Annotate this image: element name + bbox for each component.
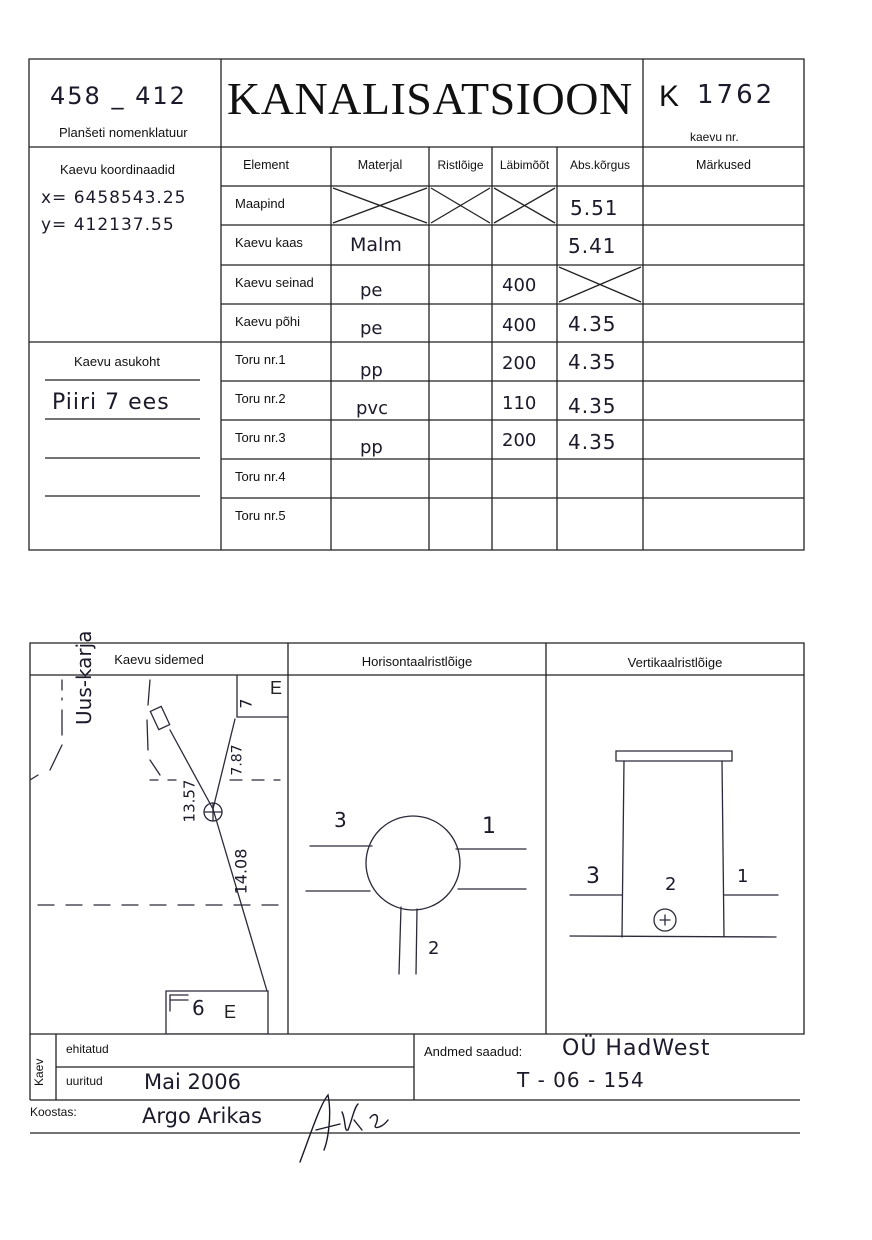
row-label: Toru nr.2 (235, 391, 286, 406)
cell-material: pe (360, 318, 383, 339)
col-header-element: Element (243, 158, 289, 172)
sketch-header-links: Kaevu sidemed (114, 652, 204, 667)
well-number: 1762 (697, 80, 776, 110)
row-label: Toru nr.5 (235, 508, 286, 523)
measured-value: Mai 2006 (144, 1070, 241, 1094)
col-header-material: Materjal (357, 158, 403, 172)
col-header-diameter: Läbimõõt (499, 158, 550, 172)
footer-side-label: Kaev (32, 1058, 46, 1086)
col-header-abs-height: Abs.kõrgus (569, 158, 631, 172)
distance-top: 7.87 (229, 744, 246, 776)
measured-label: uuritud (66, 1074, 103, 1088)
data-from-value: OÜ HadWest (562, 1036, 711, 1061)
nomenclature-label: Planšeti nomenklatuur (59, 125, 188, 140)
vertical-pipe-3: 3 (586, 864, 600, 889)
cell-abs-height: 4.35 (568, 394, 617, 418)
compiled-value: Argo Arikas (142, 1104, 262, 1128)
node-top-e: E (270, 678, 283, 698)
horizontal-pipe-2: 2 (428, 938, 440, 959)
signature (290, 1090, 400, 1170)
cell-abs-height: 4.35 (568, 350, 617, 374)
well-number-label: kaevu nr. (690, 130, 739, 144)
row-label: Kaevu kaas (235, 235, 303, 250)
row-label: Kaevu seinad (235, 275, 314, 290)
cell-diameter: 400 (502, 275, 537, 296)
row-label: Toru nr.3 (235, 430, 286, 445)
sketch-header-vertical: Vertikaalristlõige (627, 655, 723, 670)
row-label: Toru nr.1 (235, 352, 286, 367)
cell-diameter: 110 (502, 393, 537, 414)
cell-abs-height: 4.35 (568, 312, 617, 336)
cell-abs-height: 5.41 (568, 234, 617, 258)
row-label: Kaevu põhi (235, 314, 301, 329)
cell-material: pp (360, 437, 383, 458)
well-prefix: K (659, 80, 680, 113)
cell-material: Malm (350, 234, 402, 256)
built-label: ehitatud (66, 1042, 109, 1056)
node-bottom-number: 6 (192, 996, 205, 1020)
data-from-ref: T - 06 - 154 (517, 1068, 645, 1092)
cell-material: pvc (356, 398, 388, 419)
sketch-header-horizontal: Horisontaalristlõige (361, 654, 473, 669)
coordinates-label: Kaevu koordinaadid (60, 162, 175, 177)
distance-bottom: 14.08 (231, 848, 251, 895)
cell-diameter: 200 (502, 430, 537, 451)
node-bottom-e: E (224, 1002, 237, 1022)
distance-left: 13.57 (180, 779, 199, 823)
coordinate-y: y= 412137.55 (41, 215, 175, 235)
cell-diameter: 200 (502, 353, 537, 374)
location-label: Kaevu asukoht (74, 354, 161, 369)
vertical-pipe-2: 2 (665, 874, 677, 895)
vertical-pipe-1: 1 (737, 866, 749, 887)
cell-abs-height: 5.51 (570, 196, 619, 220)
node-top-number: 7 (236, 698, 256, 709)
row-label: Maapind (235, 196, 285, 211)
col-header-crosssection: Ristlõige (437, 158, 484, 172)
horizontal-pipe-3: 3 (334, 808, 347, 832)
page-title: KANALISATSIOON (227, 73, 633, 124)
nomenclature-value: 458 _ 412 (50, 82, 187, 110)
horizontal-pipe-1: 1 (482, 814, 496, 839)
coordinate-x: x= 6458543.25 (41, 188, 187, 208)
data-from-label: Andmed saadud: (424, 1044, 523, 1059)
cell-material: pe (360, 280, 383, 301)
row-label: Toru nr.4 (235, 469, 286, 484)
col-header-notes: Märkused (696, 158, 751, 172)
cell-diameter: 400 (502, 315, 537, 336)
location-value: Piiri 7 ees (52, 390, 170, 415)
compiled-label: Koostas: (30, 1105, 77, 1119)
cell-material: pp (360, 360, 383, 381)
cell-abs-height: 4.35 (568, 430, 617, 454)
street-name: Uus-karja (72, 630, 96, 725)
